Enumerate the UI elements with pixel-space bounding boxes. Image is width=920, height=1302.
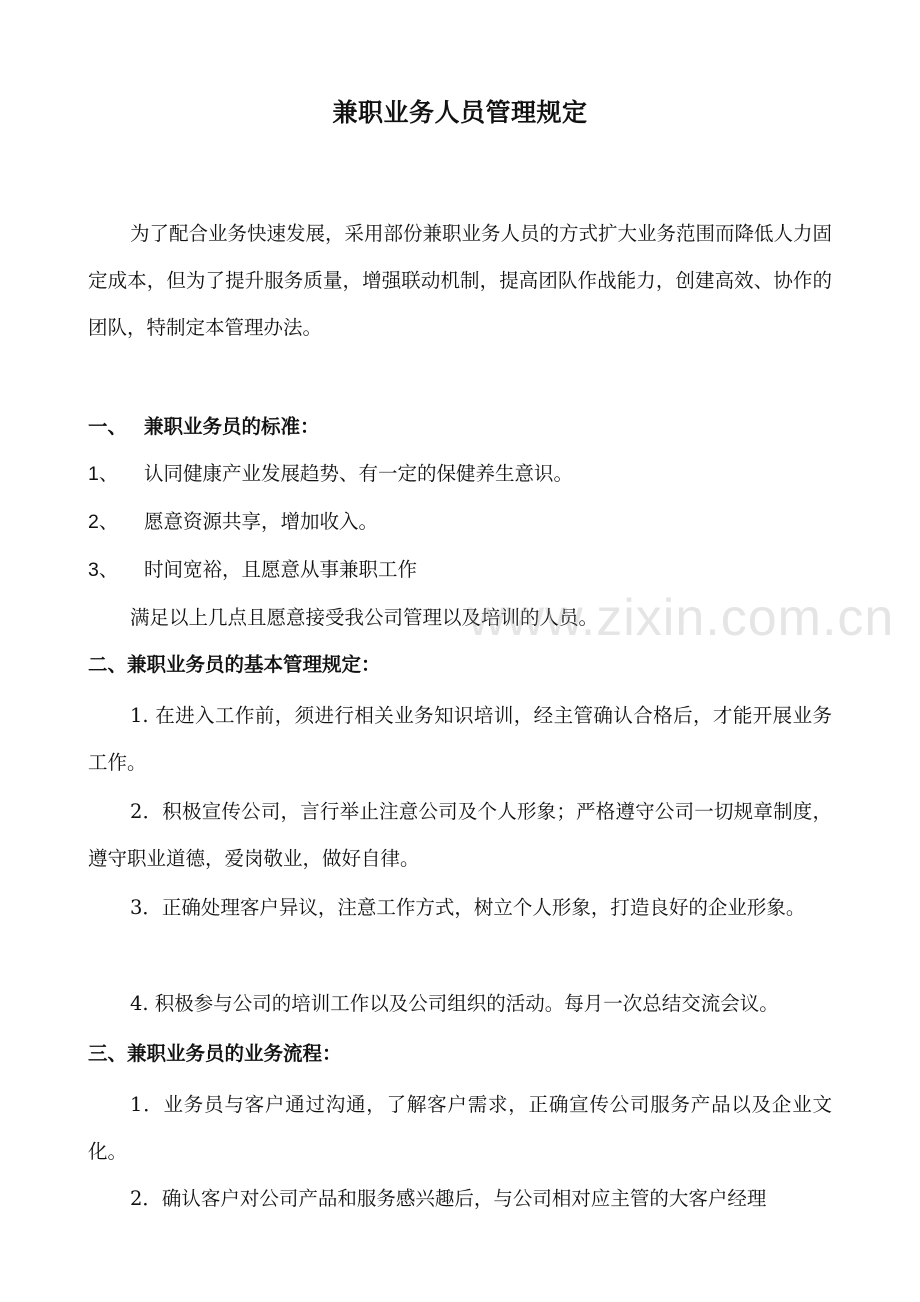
standards-summary: 满足以上几点且愿意接受我公司管理以及培训的人员。 — [130, 606, 599, 629]
rule-paragraph: 4. 积极参与公司的培训工作以及公司组织的活动。每月一次总结交流会议。 — [130, 992, 779, 1015]
standard-item — [88, 507, 832, 537]
standard-number: 3、 — [88, 559, 119, 581]
section-1-title: 兼职业务员的标准： — [144, 415, 320, 438]
watermark: www.zixin.com.cn — [468, 589, 895, 647]
rule-paragraph: 1. 在进入工作前，须进行相关业务知识培训，经主管确认合格后，才能开展业务工作。 — [88, 704, 832, 774]
section-1-heading — [88, 412, 832, 442]
standard-text: 时间宽裕，且愿意从事兼职工作 — [144, 558, 418, 581]
document-title: 兼职业务人员管理规定 — [332, 98, 588, 127]
standard-item — [88, 459, 832, 489]
rule-paragraph: 2．积极宣传公司，言行举止注意公司及个人形象；严格遵守公司一切规章制度，遵守职业道德，爱岗敬业，做好自律。 — [88, 800, 832, 870]
section-2-heading: 二、兼职业务员的基本管理规定： — [88, 653, 381, 676]
standard-item — [88, 555, 832, 585]
standard-text: 认同健康产业发展趋势、有一定的保健养生意识。 — [144, 462, 574, 485]
process-paragraph: 2．确认客户对公司产品和服务感兴趣后，与公司相对应主管的大客户经理 — [130, 1187, 767, 1210]
section-3-heading: 三、兼职业务员的业务流程： — [88, 1042, 342, 1065]
standard-number: 2、 — [88, 511, 119, 533]
standard-number: 1、 — [88, 463, 119, 485]
standard-text: 愿意资源共享，增加收入。 — [144, 510, 379, 533]
intro-paragraph: 为了配合业务快速发展，采用部份兼职业务人员的方式扩大业务范围而降低人力固定成本，但为了提升服务质量，增强联动机制，提高团队作战能力，创建高效、协作的团队，特制定本管理办法。 — [88, 222, 833, 339]
rule-paragraph: 3．正确处理客户异议，注意工作方式，树立个人形象，打造良好的企业形象。 — [130, 896, 806, 919]
process-paragraph: 1．业务员与客户通过沟通，了解客户需求，正确宣传公司服务产品以及企业文化。 — [88, 1093, 832, 1163]
section-1-number: 一、 — [88, 416, 128, 438]
